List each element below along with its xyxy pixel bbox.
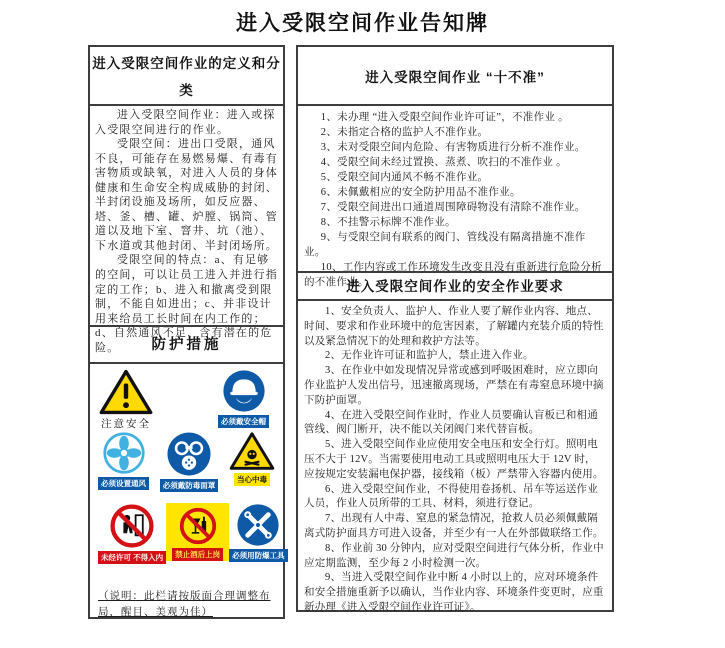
sign-no-alcohol xyxy=(166,503,229,561)
rule-item: 6、未佩戴相应的安全防护用品不准作业。 xyxy=(320,187,521,198)
sign-label: 必须用防爆工具 xyxy=(229,549,288,562)
requirement-item: 1、安全负责人、监护人、作业人要了解作业内容、地点、时间、要求和作业环境中的危害因素，了解罐内充装介质的特性以及紧急情况下的处理和救护方法等。 xyxy=(304,306,604,347)
ventilation-fan-icon xyxy=(102,431,146,475)
requirement-item: 5、进入受限空间作业应使用安全电压和安全行灯。照明电压不大于 12V。当需要使用电动工具或照明电压大于 12V 时，应按规定安装漏电保护器，接线箱（板）严禁带入容器内使用。 xyxy=(304,439,604,480)
sign-row-2 xyxy=(94,431,279,503)
poison-skull-icon xyxy=(229,431,275,471)
rule-item: 1、未办理 “进入受限空间作业许可证”，不准作业 。 xyxy=(320,112,569,123)
safety-requirements-list xyxy=(298,299,612,613)
sign-explosion-proof-tools xyxy=(229,503,288,562)
rule-item: 7、受限空间进出口通道周围障碍物没有清除不准作业。 xyxy=(320,202,586,213)
right-table xyxy=(296,45,614,612)
no-drinking-icon xyxy=(178,506,218,546)
requirement-item: 8、作业前 30 分钟内，应对受限空间进行气体分析，作业中应定期监测，至少每 2 小时检测一次。 xyxy=(304,542,604,569)
protection-header: 防护措施 xyxy=(90,325,283,362)
sign-label: 必须设置通风 xyxy=(98,477,149,490)
rule-item: 8、不挂警示标牌不准作业。 xyxy=(320,217,456,228)
safety-helmet-icon xyxy=(222,369,266,413)
sign-caution-safety xyxy=(98,369,154,431)
sign-row-3 xyxy=(94,503,285,573)
requirement-item: 6、进入受限空间作业，不得使用卷扬机、吊车等运送作业人员，作业人员所带的工具、材料，须进行登记。 xyxy=(304,483,598,510)
requirement-item: 9、当进入受限空间作业中断 4 小时以上的，应对环境条件和安全措施重新予以确认，当作业内容、环境条件变更时，应重新办理《进入受限空间作业许可证》。 xyxy=(304,572,604,613)
layout-note: （说明：此栏请按版面合理调整布局，醒目、美观为佳） xyxy=(98,591,271,618)
gas-mask-icon xyxy=(166,431,212,477)
rule-item: 2、未指定合格的监护人不准作业。 xyxy=(320,127,489,138)
definition-paragraph: 受限空间：进出口受限，通风不良，可能存在易燃易爆、有毒有害物质或缺氧，对进入人员的身体健康和生命安全构成威胁的封闭、半封闭设施及场所，如反应器、塔、釜、槽、罐、炉膛、锅筒、管道以及地下室、窨井、坑（池）、下水道或其他封闭、半封闭场所。 xyxy=(95,138,278,252)
requirement-item: 7、出现有人中毒、窒息的紧急情况，抢救人员必须佩戴隔离式防护面具方可进入设备，并至少有一人在外部做联络工作。 xyxy=(304,513,604,539)
rule-item: 5、受限空间内通风不畅不准作业。 xyxy=(320,172,489,183)
explosion-proof-tools-icon xyxy=(236,503,280,547)
page-title: 进入受限空间作业告知牌 xyxy=(236,12,489,35)
sign-label: 未经许可 不得入内 xyxy=(98,551,166,564)
sign-label: 必须戴防毒面罩 xyxy=(160,479,219,492)
definition-paragraph: 受限空间的特点：a、有足够的空间，可以让员工进入并进行指定的工作；b、进入和撤离受到限制，不能自如进出；c、并非设计用来给员工长时间在内工作的；d、自然通风不足，含有潜在的危险。 xyxy=(95,254,278,354)
sign-ventilation-required xyxy=(98,431,149,490)
sign-wear-helmet xyxy=(218,369,269,428)
safety-requirements-header: 进入受限空间作业的安全作业要求 xyxy=(298,271,612,299)
sign-label: 必须戴安全帽 xyxy=(218,415,269,428)
rule-item: 9、与受限空间有联系的阀门、管线没有隔离措施不准作业。 xyxy=(304,232,586,258)
rule-item: 10、工作内容或工作环境发生改变且没有重新进行危险分析的不准作业。 xyxy=(304,262,602,288)
sign-row-1 xyxy=(94,369,279,431)
requirement-item: 3、在作业中如发现情况异常或感到呼吸困难时，应立即向作业监护人发出信号，迅速撤离现场，严禁在有毒窒息环境中摘下防护面罩。 xyxy=(304,365,604,406)
sign-label: 当心中毒 xyxy=(234,473,270,486)
sign-no-entry xyxy=(98,503,166,564)
notice-board xyxy=(88,45,725,619)
rule-item: 4、受限空间未经过置换、蒸煮、吹扫的不准作业 。 xyxy=(320,157,567,168)
definition-paragraph: 进入受限空间作业：进入或探入受限空间进行的作业。 xyxy=(95,109,276,136)
no-entry-icon xyxy=(109,503,155,549)
protection-signs-area xyxy=(90,362,283,617)
sign-label: 禁止酒后上岗 xyxy=(172,548,223,561)
sign-label: 注意安全 xyxy=(101,418,151,430)
warning-triangle-icon xyxy=(98,369,154,415)
ten-rules-header: 进入受限空间作业 “十不准” xyxy=(365,69,545,85)
rule-item: 3、未对受限空间内危险、有害物质进行分析不准作业。 xyxy=(320,142,586,153)
sign-gas-mask-required xyxy=(160,431,219,492)
requirement-item: 4、在进入受限空间作业时，作业人员要确认盲板已和相通管线、阀门断开，决不能以关闭阀门来代替盲板。 xyxy=(304,409,598,436)
left-table xyxy=(88,45,285,619)
sign-poison-warning xyxy=(229,431,275,486)
requirement-item: 2、无作业许可证和监护人，禁止进入作业。 xyxy=(325,350,534,362)
definition-header: 进入受限空间作业的定义和分类 xyxy=(92,56,281,98)
